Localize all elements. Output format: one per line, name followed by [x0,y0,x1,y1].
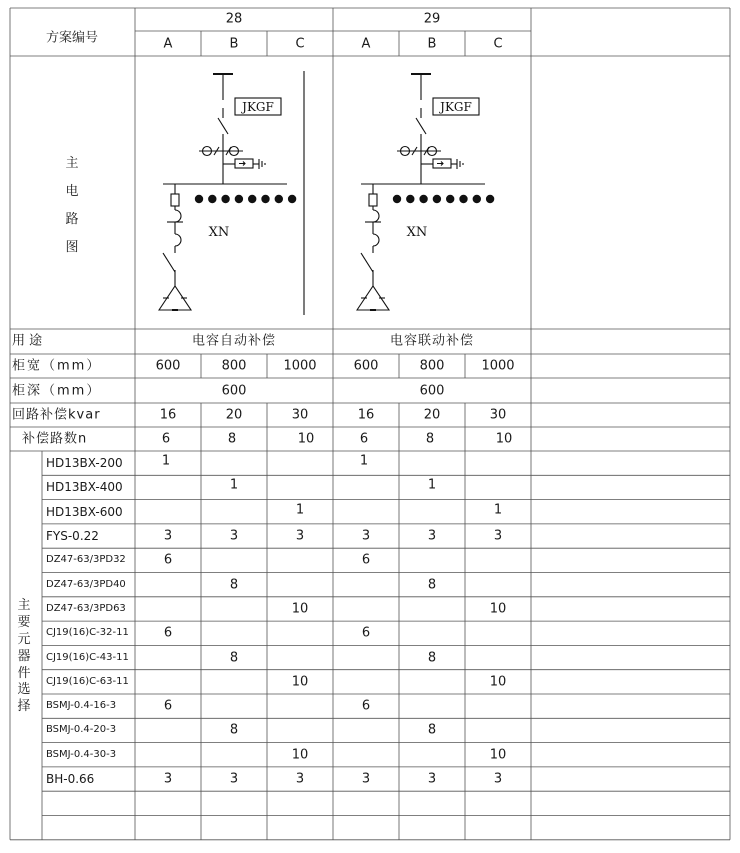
component-quantity: 6 [163,552,173,568]
kvar-value: 20 [423,407,441,423]
section-label-char: 要 [17,614,31,630]
component-name: DZ47-63/3PD40 [46,578,126,590]
section-label-char: 器 [17,648,31,664]
kvar-value: 30 [489,407,507,423]
width-value: 1000 [481,358,515,374]
capacitor-bank-dot [486,195,494,203]
component-quantity: 3 [361,771,371,787]
width-value: 600 [155,358,181,374]
component-quantity: 1 [427,477,437,493]
fuse-icon [171,194,179,206]
xn-label: XN [208,225,230,240]
width-value: 800 [419,358,445,374]
component-quantity: 6 [163,698,173,714]
count-value: 10 [495,431,513,447]
capacitor-bank-dot [419,195,427,203]
diagram-label-char: 主 [65,156,79,171]
usage-label: 用 途 [12,333,43,349]
diagram-label-char: 路 [65,211,79,227]
capacitor-bank-dot [195,195,203,203]
component-quantity: 8 [229,722,239,738]
circuit-diagram-28 [135,58,333,328]
group-28-header: 28 [225,11,243,27]
component-quantity: 10 [489,674,507,690]
diagram-label [64,155,80,257]
component-quantity: 3 [361,528,371,544]
count-value: 6 [161,431,171,447]
xn-label: XN [406,225,428,240]
component-quantity: 3 [493,771,503,787]
fuse-icon [369,194,377,206]
usage-linked: 电容联动补偿 [389,333,475,349]
component-quantity: 3 [295,771,305,787]
kvar-value: 30 [291,407,309,423]
capacitor-bank-dot [221,195,229,203]
arrester-arrow [437,162,443,166]
column-header-2: B [229,36,239,52]
count-value: 8 [227,431,237,447]
capacitor-switch-icon [361,253,373,272]
component-quantity: 1 [359,453,369,469]
component-name: HD13BX-200 [46,456,123,471]
contactor-coil-icon [175,210,181,222]
group-29-header: 29 [423,11,441,27]
capacitor-bank-dot [446,195,454,203]
width-label: 柜宽（mm） [12,358,102,374]
count-value: 6 [359,431,369,447]
depth-label: 柜深（mm） [12,383,102,399]
capacitor-bank-dot [261,195,269,203]
diagram-label-char: 图 [65,239,79,255]
component-quantity: 3 [493,528,503,544]
kvar-value: 16 [357,407,375,423]
component-name: DZ47-63/3PD63 [46,602,126,614]
contactor-coil-icon [175,234,181,246]
component-quantity: 6 [163,625,173,641]
component-quantity: 6 [361,625,371,641]
component-quantity: 3 [427,528,437,544]
component-name: CJ19(16)C-63-11 [46,675,129,687]
component-quantity: 10 [489,747,507,763]
arrester-arrow [239,162,245,166]
component-quantity: 8 [427,650,437,666]
component-quantity: 10 [291,601,309,617]
capacitor-bank-dot [208,195,216,203]
capacitor-bank-dot [275,195,283,203]
capacitor-bank-dot [406,195,414,203]
component-quantity: 1 [161,453,171,469]
component-quantity: 1 [229,477,239,493]
component-quantity: 8 [427,722,437,738]
count-value: 10 [297,431,315,447]
component-name: BSMJ-0.4-30-3 [46,748,117,760]
main-switch-icon [416,118,426,134]
section-label-char: 选 [17,682,31,698]
main-switch-icon [218,118,228,134]
component-name: CJ19(16)C-43-11 [46,651,129,663]
component-name: BSMJ-0.4-20-3 [46,724,117,736]
component-quantity: 3 [163,528,173,544]
contactor-coil-icon [373,210,379,222]
kvar-value: 20 [225,407,243,423]
component-quantity: 8 [427,577,437,593]
component-name: DZ47-63/3PD32 [46,554,126,566]
component-quantity: 6 [361,552,371,568]
section-label-char: 元 [17,631,31,647]
width-value: 800 [221,358,247,374]
controller-label: JKGF [242,100,274,114]
component-quantity: 3 [229,528,239,544]
count-value: 8 [425,431,435,447]
contactor-coil-icon [373,234,379,246]
capacitor-bank-dot [393,195,401,203]
component-name: CJ19(16)C-32-11 [46,627,129,639]
column-header-4: A [361,36,371,52]
usage-auto: 电容自动补偿 [191,333,277,349]
component-name: FYS-0.22 [46,529,99,544]
capacitor-bank-dot [235,195,243,203]
width-value: 600 [353,358,379,374]
component-quantity: 6 [361,698,371,714]
diagram-label-char: 电 [65,183,79,199]
section-label-char: 件 [17,665,31,681]
component-quantity: 3 [427,771,437,787]
section-label-char: 主 [17,598,31,613]
component-quantity: 3 [229,771,239,787]
depth-28: 600 [221,383,247,399]
column-header-3: C [295,36,305,52]
capacitor-bank-dot [459,195,467,203]
component-name: BH-0.66 [46,772,95,787]
component-quantity: 10 [291,674,309,690]
component-name: HD13BX-400 [46,480,123,495]
diagram-group [357,74,494,310]
diagram-group [159,71,304,315]
controller-label: JKGF [440,100,472,114]
capacitor-bank-dot [248,195,256,203]
width-value: 1000 [283,358,317,374]
component-quantity: 3 [295,528,305,544]
column-header-1: A [163,36,173,52]
depth-29: 600 [419,383,445,399]
count-label: 补偿路数n [22,431,88,447]
capacitor-bank-dot [288,195,296,203]
kvar-label: 回路补偿kvar [12,407,101,423]
components-section-label [16,598,32,716]
column-header-5: B [427,36,437,52]
component-quantity: 3 [163,771,173,787]
component-name: HD13BX-600 [46,504,123,519]
section-label-char: 择 [17,699,31,715]
component-quantity: 10 [489,601,507,617]
component-quantity: 8 [229,650,239,666]
component-quantity: 10 [291,747,309,763]
capacitor-bank-dot [473,195,481,203]
scheme-label: 方案编号 [45,30,99,46]
column-header-6: C [493,36,503,52]
component-name: BSMJ-0.4-16-3 [46,700,117,712]
kvar-value: 16 [159,407,177,423]
circuit-diagram-29 [333,58,531,328]
component-quantity: 1 [493,502,503,518]
component-quantity: 8 [229,577,239,593]
capacitor-bank-dot [433,195,441,203]
capacitor-switch-icon [163,253,175,272]
component-quantity: 1 [295,502,305,518]
